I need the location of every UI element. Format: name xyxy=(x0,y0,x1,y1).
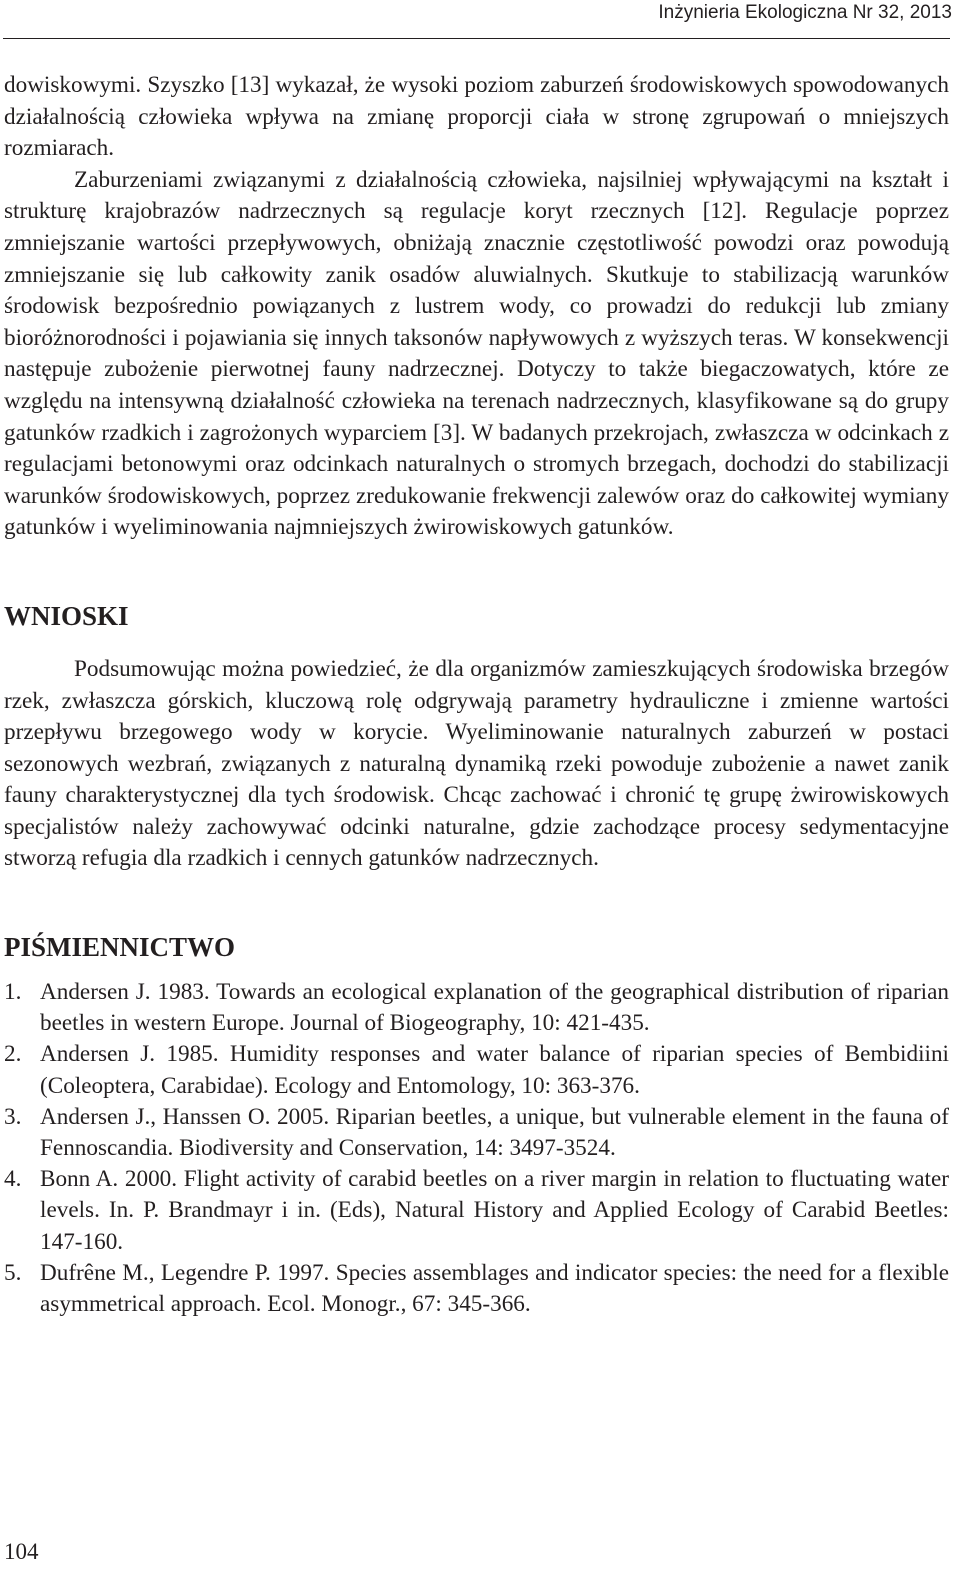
paragraph-regulations: Zaburzeniami związanymi z działalnością człowieka, najsilniej wpływającymi na kształt i strukturę krajobrazów nadrzecznych są regulacje koryt rzecznych [12]. Regulacje poprzez zmniejszanie wartości przepływowych, obniżają znacznie częstotliwość powodzi oraz powodują zmniejszanie się lub całkowity zanik osadów aluwialnych. Skutkuje to stabilizacją warunków środowisk bezpośrednio powiązanych z lustrem wody, co prowadzi do redukcji lub zmiany bioróżnorodności i pojawiania się innych taksonów napływowych z wyższych teras. W konsekwencji następuje zubożenie pierwotnej fauny nadrzecznej. Dotyczy to także biegaczowatych, które ze względu na intensywną działalność człowieka na terenach nadrzecznych, klasyfikowane są do grupy gatunków rzadkich i zagrożonych wyparciem [3]. W badanych przekrojach, zwłaszcza w odcinkach z regulacjami betonowymi oraz odcinkach naturalnych o stromych brzegach, dochodzi do stabilizacji warunków środowiskowych, poprzez zredukowanie frekwencji zalewów oraz do całkowitej wymiany gatunków i wyeliminowania najmniejszych żwirowiskowych gatunków. xyxy=(4,166,949,541)
reference-number: 3. xyxy=(4,1103,22,1130)
section-title-conclusions: WNIOSKI xyxy=(4,600,129,631)
page-number: 104 xyxy=(4,1539,39,1564)
reference-text: Andersen J. 1985. Humidity responses and water balance of riparian species of Bembidiini (Coleoptera, Carabidae). Ecology and Entomology, 10: 363-376. xyxy=(40,1041,949,1099)
running-header: Inżynieria Ekologiczna Nr 32, 2013 xyxy=(658,2,952,23)
reference-text: Andersen J. 1983. Towards an ecological explanation of the geographical distribution of riparian beetles in western Europe. Journal of Biogeography, 10: 421-435. xyxy=(40,979,949,1037)
paragraph-continued: dowiskowymi. Szyszko [13] wykazał, że wysoki poziom zaburzeń środowiskowych spowodowanych działalnością człowieka wpływa na zmianę proporcji ciała w stronę zgrupowań o mniejszych rozmiarach. xyxy=(4,72,949,162)
reference-item xyxy=(4,1102,949,1164)
page-body xyxy=(4,70,949,1320)
reference-number: 1. xyxy=(4,979,22,1006)
reference-item xyxy=(4,977,949,1039)
reference-item xyxy=(4,1164,949,1258)
section-title-references: PIŚMIENNICTWO xyxy=(4,932,236,963)
reference-number: 5. xyxy=(4,1259,22,1286)
reference-list xyxy=(4,977,949,1320)
reference-text: Andersen J., Hanssen O. 2005. Riparian beetles, a unique, but vulnerable element in the fauna of Fennoscandia. Biodiversity and Conservation, 14: 3497-3524. xyxy=(40,1103,949,1162)
reference-item xyxy=(4,1258,949,1320)
reference-text: Dufrêne M., Legendre P. 1997. Species assemblages and indicator species: the need for a flexible asymmetrical approach. Ecol. Monogr., 67: 345-366. xyxy=(40,1259,949,1318)
reference-number: 4. xyxy=(4,1166,22,1193)
reference-item xyxy=(4,1039,949,1101)
reference-text: Bonn A. 2000. Flight activity of carabid beetles on a river margin in relation to fluctuating water levels. In. P. Brandmayr i in. (Eds), Natural History and Applied Ecology of Carabid Beetles: 147-160. xyxy=(40,1166,949,1255)
paragraph-conclusions: Podsumowując można powiedzieć, że dla organizmów zamieszkujących środowiska brzegów rzek, zwłaszcza górskich, kluczową rolę odgrywają parametry hydrauliczne i zmienne wartości przepływu brzegowego wody w korycie. Wyeliminowanie naturalnych zaburzeń w postaci sezonowych wezbrań, związanych z naturalną dynamiką rzeki powoduje zubożenie a nawet zanik fauny charakterystycznej dla tych środowisk. Chcąc zachować i chronić tę grupę żwirowiskowych specjalistów należy zachowywać odcinki naturalne, gdzie zachodzące procesy sedymentacyjne stworzą refugia dla rzadkich i cennych gatunków nadrzecznych. xyxy=(4,655,949,872)
header-rule xyxy=(3,38,950,39)
reference-number: 2. xyxy=(4,1041,22,1068)
